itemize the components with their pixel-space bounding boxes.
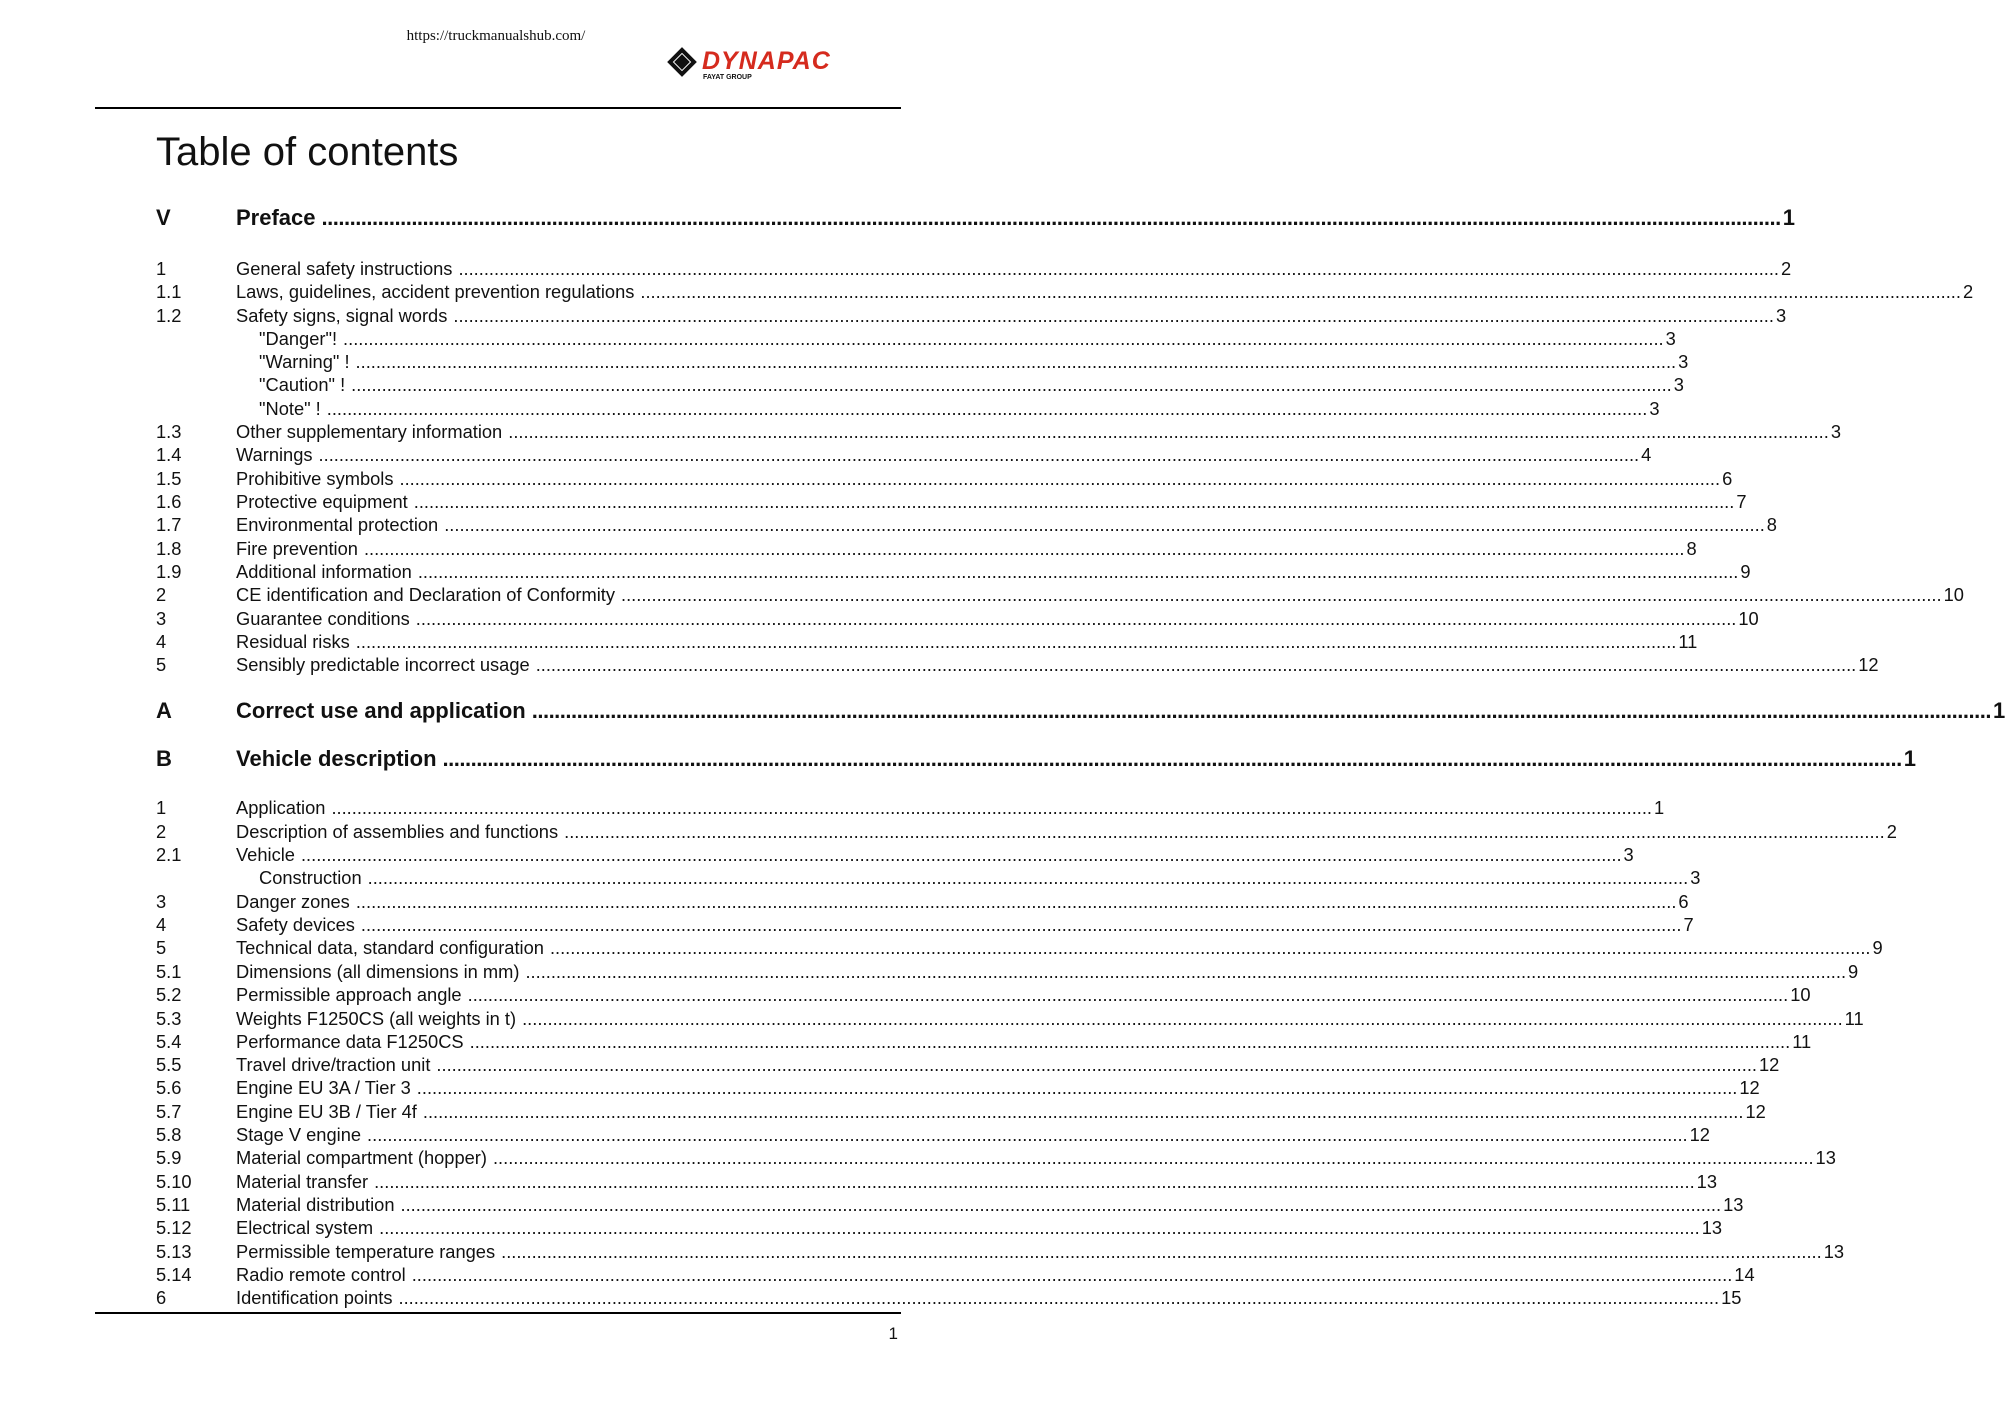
toc-entry[interactable] (156, 258, 1792, 281)
toc-page: 1 (1903, 746, 1916, 771)
toc-label[interactable]: Electrical system (236, 1217, 374, 1238)
toc-chapter[interactable] (156, 746, 1916, 776)
toc-page: 8 (1686, 538, 1697, 559)
toc-page: 6 (1722, 468, 1733, 489)
toc-leader-dots: .................................................................................................................................................................................................................................................................... (422, 1101, 1744, 1122)
toc-leader-dots: .................................................................................................................................................................................................................................................................... (326, 398, 1648, 419)
toc-leader-dots: .................................................................................................................................................................................................................................................................... (535, 654, 1857, 675)
toc-entry[interactable] (156, 538, 1697, 561)
toc-label[interactable]: "Danger"! (259, 328, 338, 349)
toc-label[interactable]: Prohibitive symbols (236, 468, 394, 489)
toc-page: 9 (1872, 937, 1883, 958)
toc-leader-dots: .................................................................................................................................................................................................................................................................... (360, 914, 1682, 935)
toc-leader-dots: .................................................................................................................................................................................................................................................................... (525, 961, 1847, 982)
toc-number: 1.1 (156, 281, 182, 302)
toc-number: 1.7 (156, 514, 182, 535)
toc-number: 5.5 (156, 1054, 182, 1075)
toc-page: 13 (1815, 1147, 1836, 1168)
toc-page: 12 (1858, 654, 1879, 675)
toc-number: 5.9 (156, 1147, 182, 1168)
toc-entry[interactable] (156, 514, 1777, 537)
toc-leader-dots: .................................................................................................................................................................................................................................................................... (318, 444, 1640, 465)
toc-label[interactable]: Preface (236, 205, 316, 230)
toc-number: 3 (156, 891, 167, 912)
toc-label[interactable]: Correct use and application (236, 698, 526, 723)
toc-label[interactable]: "Caution" ! (259, 374, 346, 395)
toc-label[interactable]: General safety instructions (236, 258, 453, 279)
toc-label[interactable]: Environmental protection (236, 514, 439, 535)
toc-number: 5 (156, 654, 167, 675)
toc-entry[interactable] (156, 984, 1811, 1007)
toc-label[interactable]: Safety devices (236, 914, 355, 935)
toc-leader-dots: .................................................................................................................................................................................................................................................................... (398, 1287, 1720, 1308)
toc-page: 3 (1623, 844, 1634, 865)
toc-number: 1.8 (156, 538, 182, 559)
toc-entry[interactable] (156, 281, 1974, 304)
toc-chapter[interactable] (156, 698, 2005, 728)
toc-number: 5.8 (156, 1124, 182, 1145)
toc-label[interactable]: Engine EU 3A / Tier 3 (236, 1077, 411, 1098)
toc-number: 2 (156, 821, 167, 842)
toc-leader-dots: .................................................................................................................................................................................................................................................................... (549, 937, 1871, 958)
toc-leader-dots: .................................................................................................................................................................................................................................................................... (531, 698, 1991, 723)
toc-entry[interactable] (156, 491, 1747, 514)
toc-page: 7 (1683, 914, 1694, 935)
toc-label[interactable]: Protective equipment (236, 491, 408, 512)
toc-leader-dots: .................................................................................................................................................................................................................................................................... (355, 631, 1677, 652)
toc-number: 1.4 (156, 444, 182, 465)
toc-label[interactable]: Permissible temperature ranges (236, 1241, 496, 1262)
toc-page: 7 (1736, 491, 1747, 512)
toc-label[interactable]: Safety signs, signal words (236, 305, 448, 326)
toc-leader-dots: .................................................................................................................................................................................................................................................................... (508, 421, 1829, 442)
toc-leader-dots: .................................................................................................................................................................................................................................................................... (355, 891, 1677, 912)
toc-entry[interactable] (156, 351, 1689, 374)
toc-entry[interactable] (156, 654, 1879, 677)
toc-page: 10 (1738, 608, 1759, 629)
toc-label[interactable]: Dimensions (all dimensions in mm) (236, 961, 520, 982)
toc-leader-dots: .................................................................................................................................................................................................................................................................... (522, 1008, 1843, 1029)
toc-page: 3 (1665, 328, 1676, 349)
toc-page: 13 (1823, 1241, 1845, 1262)
toc-entry[interactable] (156, 1287, 1742, 1310)
toc-page: 8 (1766, 514, 1777, 535)
toc-entry[interactable] (156, 584, 1964, 607)
toc-entry[interactable] (156, 821, 1897, 844)
toc-label[interactable]: Performance data F1250CS (236, 1031, 464, 1052)
toc-page: 3 (1830, 421, 1841, 442)
header-rule (95, 107, 901, 109)
toc-entry[interactable] (156, 328, 1676, 351)
toc-entry[interactable] (156, 468, 1733, 491)
toc-page: 3 (1775, 305, 1787, 326)
toc-page: 15 (1721, 1287, 1742, 1308)
toc-entry[interactable] (156, 844, 1634, 867)
toc-entry[interactable] (156, 1101, 1766, 1124)
toc-number: 5.11 (156, 1194, 191, 1215)
toc-leader-dots: .................................................................................................................................................................................................................................................................... (321, 205, 1781, 230)
toc-number: 5.6 (156, 1077, 182, 1098)
toc-entry[interactable] (156, 867, 1701, 890)
toc-entry[interactable] (156, 1241, 1845, 1264)
toc-page: 3 (1690, 867, 1701, 888)
toc-page: 12 (1745, 1101, 1766, 1122)
toc-label[interactable]: Material compartment (hopper) (236, 1147, 487, 1168)
toc-page: 12 (1758, 1054, 1780, 1075)
toc-entry[interactable] (156, 1124, 1710, 1147)
toc-leader-dots: .................................................................................................................................................................................................................................................................... (458, 258, 1780, 279)
toc-number: V (156, 205, 171, 230)
toc-number: 1.5 (156, 468, 182, 489)
toc-entry[interactable] (156, 374, 1684, 397)
toc-chapter[interactable] (156, 205, 1795, 235)
toc-leader-dots: .................................................................................................................................................................................................................................................................... (564, 821, 1885, 842)
toc-entry[interactable] (156, 608, 1759, 631)
toc-label[interactable]: Sensibly predictable incorrect usage (236, 654, 530, 675)
toc-leader-dots: .................................................................................................................................................................................................................................................................... (343, 328, 1664, 349)
toc-leader-dots: .................................................................................................................................................................................................................................................................... (621, 584, 1942, 605)
toc-leader-dots: .................................................................................................................................................................................................................................................................... (467, 984, 1789, 1005)
toc-leader-dots: .................................................................................................................................................................................................................................................................... (399, 468, 1721, 489)
toc-label[interactable]: Warnings (236, 444, 313, 465)
source-url[interactable]: https://truckmanualshub.com/ (406, 28, 586, 44)
page-number: 1 (888, 1324, 898, 1343)
toc-number: 1.6 (156, 491, 182, 512)
toc-number: 1.9 (156, 561, 182, 582)
toc-number: 2 (156, 584, 167, 605)
toc-entry[interactable] (156, 797, 1665, 820)
toc-number: 4 (156, 914, 167, 935)
toc-leader-dots: .................................................................................................................................................................................................................................................................... (436, 1054, 1757, 1075)
toc-label[interactable]: Application (236, 797, 326, 818)
toc-leader-dots: .................................................................................................................................................................................................................................................................... (417, 561, 1739, 582)
toc-number: 6 (156, 1287, 167, 1308)
toc-page: 14 (1734, 1264, 1755, 1285)
toc-number: 5.4 (156, 1031, 182, 1052)
toc-entry[interactable] (156, 1171, 1717, 1194)
toc-label[interactable]: Stage V engine (236, 1124, 362, 1145)
toc-leader-dots: .................................................................................................................................................................................................................................................................... (413, 491, 1735, 512)
page-title: Table of contents (156, 130, 459, 174)
toc-number: 1 (156, 258, 167, 279)
toc-page: 9 (1848, 961, 1859, 982)
toc-leader-dots: .................................................................................................................................................................................................................................................................... (469, 1031, 1791, 1052)
toc-leader-dots: .................................................................................................................................................................................................................................................................... (355, 351, 1677, 372)
toc-page: 10 (1943, 584, 1964, 605)
toc-page: 1 (1782, 205, 1795, 230)
toc-entry[interactable] (156, 305, 1787, 328)
toc-page: 10 (1790, 984, 1811, 1005)
toc-page: 6 (1678, 891, 1689, 912)
toc-leader-dots: .................................................................................................................................................................................................................................................................... (300, 844, 1622, 865)
toc-entry[interactable] (156, 444, 1652, 467)
toc-label[interactable]: Laws, guidelines, accident prevention regulations (236, 281, 635, 302)
toc-entry[interactable] (156, 1194, 1744, 1217)
toc-entry[interactable] (156, 937, 1883, 960)
toc-page: 12 (1689, 1124, 1710, 1145)
toc-label[interactable]: Other supplementary information (236, 421, 503, 442)
toc-number: 1.2 (156, 305, 182, 326)
toc-page: 12 (1739, 1077, 1760, 1098)
toc-leader-dots: .................................................................................................................................................................................................................................................................... (444, 514, 1765, 535)
toc-entry[interactable] (156, 398, 1660, 421)
toc-label[interactable]: Guarantee conditions (236, 608, 410, 629)
toc-label[interactable]: Construction (259, 867, 362, 888)
toc-label[interactable]: Fire prevention (236, 538, 358, 559)
toc-entry[interactable] (156, 891, 1689, 914)
toc-leader-dots: .................................................................................................................................................................................................................................................................... (374, 1171, 1695, 1192)
toc-number: 5.7 (156, 1101, 182, 1122)
toc-entry[interactable] (156, 1008, 1864, 1031)
toc-label[interactable]: Vehicle (236, 844, 295, 865)
toc-entry[interactable] (156, 914, 1694, 937)
toc-number: 3 (156, 608, 167, 629)
toc-number: 5.10 (156, 1171, 192, 1192)
toc-entry[interactable] (156, 1031, 1812, 1054)
toc-entry[interactable] (156, 1264, 1755, 1287)
toc-page: 11 (1792, 1031, 1812, 1052)
toc-number: 5.13 (156, 1241, 192, 1262)
toc-leader-dots: .................................................................................................................................................................................................................................................................... (416, 1077, 1738, 1098)
toc-leader-dots: .................................................................................................................................................................................................................................................................... (415, 608, 1737, 629)
toc-leader-dots: .................................................................................................................................................................................................................................................................... (442, 746, 1902, 771)
toc-label[interactable]: "Note" ! (259, 398, 321, 419)
toc-page: 4 (1641, 444, 1652, 465)
toc-page: 3 (1678, 351, 1689, 372)
toc-page: 3 (1673, 374, 1684, 395)
toc-page: 3 (1649, 398, 1660, 419)
toc-page: 13 (1696, 1171, 1717, 1192)
toc-label[interactable]: Technical data, standard configuration (236, 937, 544, 958)
toc-label[interactable]: Engine EU 3B / Tier 4f (236, 1101, 417, 1122)
toc-number: 1.3 (156, 421, 182, 442)
toc-leader-dots: .................................................................................................................................................................................................................................................................... (492, 1147, 1814, 1168)
toc-entry[interactable] (156, 961, 1859, 984)
toc-leader-dots: .................................................................................................................................................................................................................................................................... (351, 374, 1672, 395)
toc-number: 5 (156, 937, 167, 958)
toc-label[interactable]: Material distribution (236, 1194, 395, 1215)
toc-leader-dots: .................................................................................................................................................................................................................................................................... (367, 867, 1689, 888)
toc-page: 13 (1701, 1217, 1723, 1238)
toc-label[interactable]: Radio remote control (236, 1264, 406, 1285)
logo-wordmark: DYNAPAC (702, 47, 831, 75)
toc-label[interactable]: Additional information (236, 561, 412, 582)
toc-number: B (156, 746, 172, 771)
toc-number: 5.1 (156, 961, 182, 982)
toc-label[interactable]: Residual risks (236, 631, 350, 652)
toc-entry[interactable] (156, 561, 1751, 584)
toc-leader-dots: .................................................................................................................................................................................................................................................................... (400, 1194, 1722, 1215)
toc-leader-dots: .................................................................................................................................................................................................................................................................... (363, 538, 1685, 559)
toc-leader-dots: .................................................................................................................................................................................................................................................................... (501, 1241, 1822, 1262)
toc-label[interactable]: Description of assemblies and functions (236, 821, 559, 842)
toc-entry[interactable] (156, 1147, 1836, 1170)
toc-leader-dots: .................................................................................................................................................................................................................................................................... (640, 281, 1961, 302)
toc-label[interactable]: Vehicle description (236, 746, 437, 771)
toc-leader-dots: .................................................................................................................................................................................................................................................................... (453, 305, 1774, 326)
toc-entry[interactable] (156, 1077, 1760, 1100)
toc-label[interactable]: CE identification and Declaration of Conformity (236, 584, 616, 605)
dynapac-logo-icon (666, 46, 906, 82)
toc-label[interactable]: Danger zones (236, 891, 350, 912)
toc-number: 4 (156, 631, 167, 652)
toc-entry[interactable] (156, 421, 1841, 444)
toc-page: 11 (1678, 631, 1698, 652)
toc-number: 1 (156, 797, 167, 818)
toc-page: 2 (1962, 281, 1974, 302)
toc-page: 11 (1844, 1008, 1864, 1029)
toc-entry[interactable] (156, 631, 1698, 654)
toc-entry[interactable] (156, 1217, 1723, 1240)
toc-number: 5.14 (156, 1264, 192, 1285)
toc-page: 2 (1781, 258, 1792, 279)
toc-leader-dots: .................................................................................................................................................................................................................................................................... (411, 1264, 1733, 1285)
toc-label[interactable]: Material transfer (236, 1171, 369, 1192)
toc-label[interactable]: Travel drive/traction unit (236, 1054, 431, 1075)
toc-number: 5.12 (156, 1217, 192, 1238)
toc-page: 1 (1654, 797, 1665, 818)
toc-number: A (156, 698, 172, 723)
toc-page: 9 (1740, 561, 1751, 582)
logo-subtext: FAYAT GROUP (703, 74, 752, 81)
toc-label[interactable]: Identification points (236, 1287, 393, 1308)
toc-label[interactable]: Weights F1250CS (all weights in t) (236, 1008, 517, 1029)
toc-number: 2.1 (156, 844, 182, 865)
toc-leader-dots: .................................................................................................................................................................................................................................................................... (379, 1217, 1700, 1238)
dynapac-logo (666, 46, 906, 82)
toc-number: 5.3 (156, 1008, 182, 1029)
toc-label[interactable]: "Warning" ! (259, 351, 350, 372)
toc-page: 1 (1992, 698, 2005, 723)
toc-leader-dots: .................................................................................................................................................................................................................................................................... (331, 797, 1653, 818)
toc-number: 5.2 (156, 984, 182, 1005)
toc-page: 2 (1886, 821, 1897, 842)
footer-rule (95, 1312, 901, 1314)
toc-page: 13 (1723, 1194, 1744, 1215)
toc-entry[interactable] (156, 1054, 1780, 1077)
toc-label[interactable]: Permissible approach angle (236, 984, 462, 1005)
toc-leader-dots: .................................................................................................................................................................................................................................................................... (367, 1124, 1688, 1145)
